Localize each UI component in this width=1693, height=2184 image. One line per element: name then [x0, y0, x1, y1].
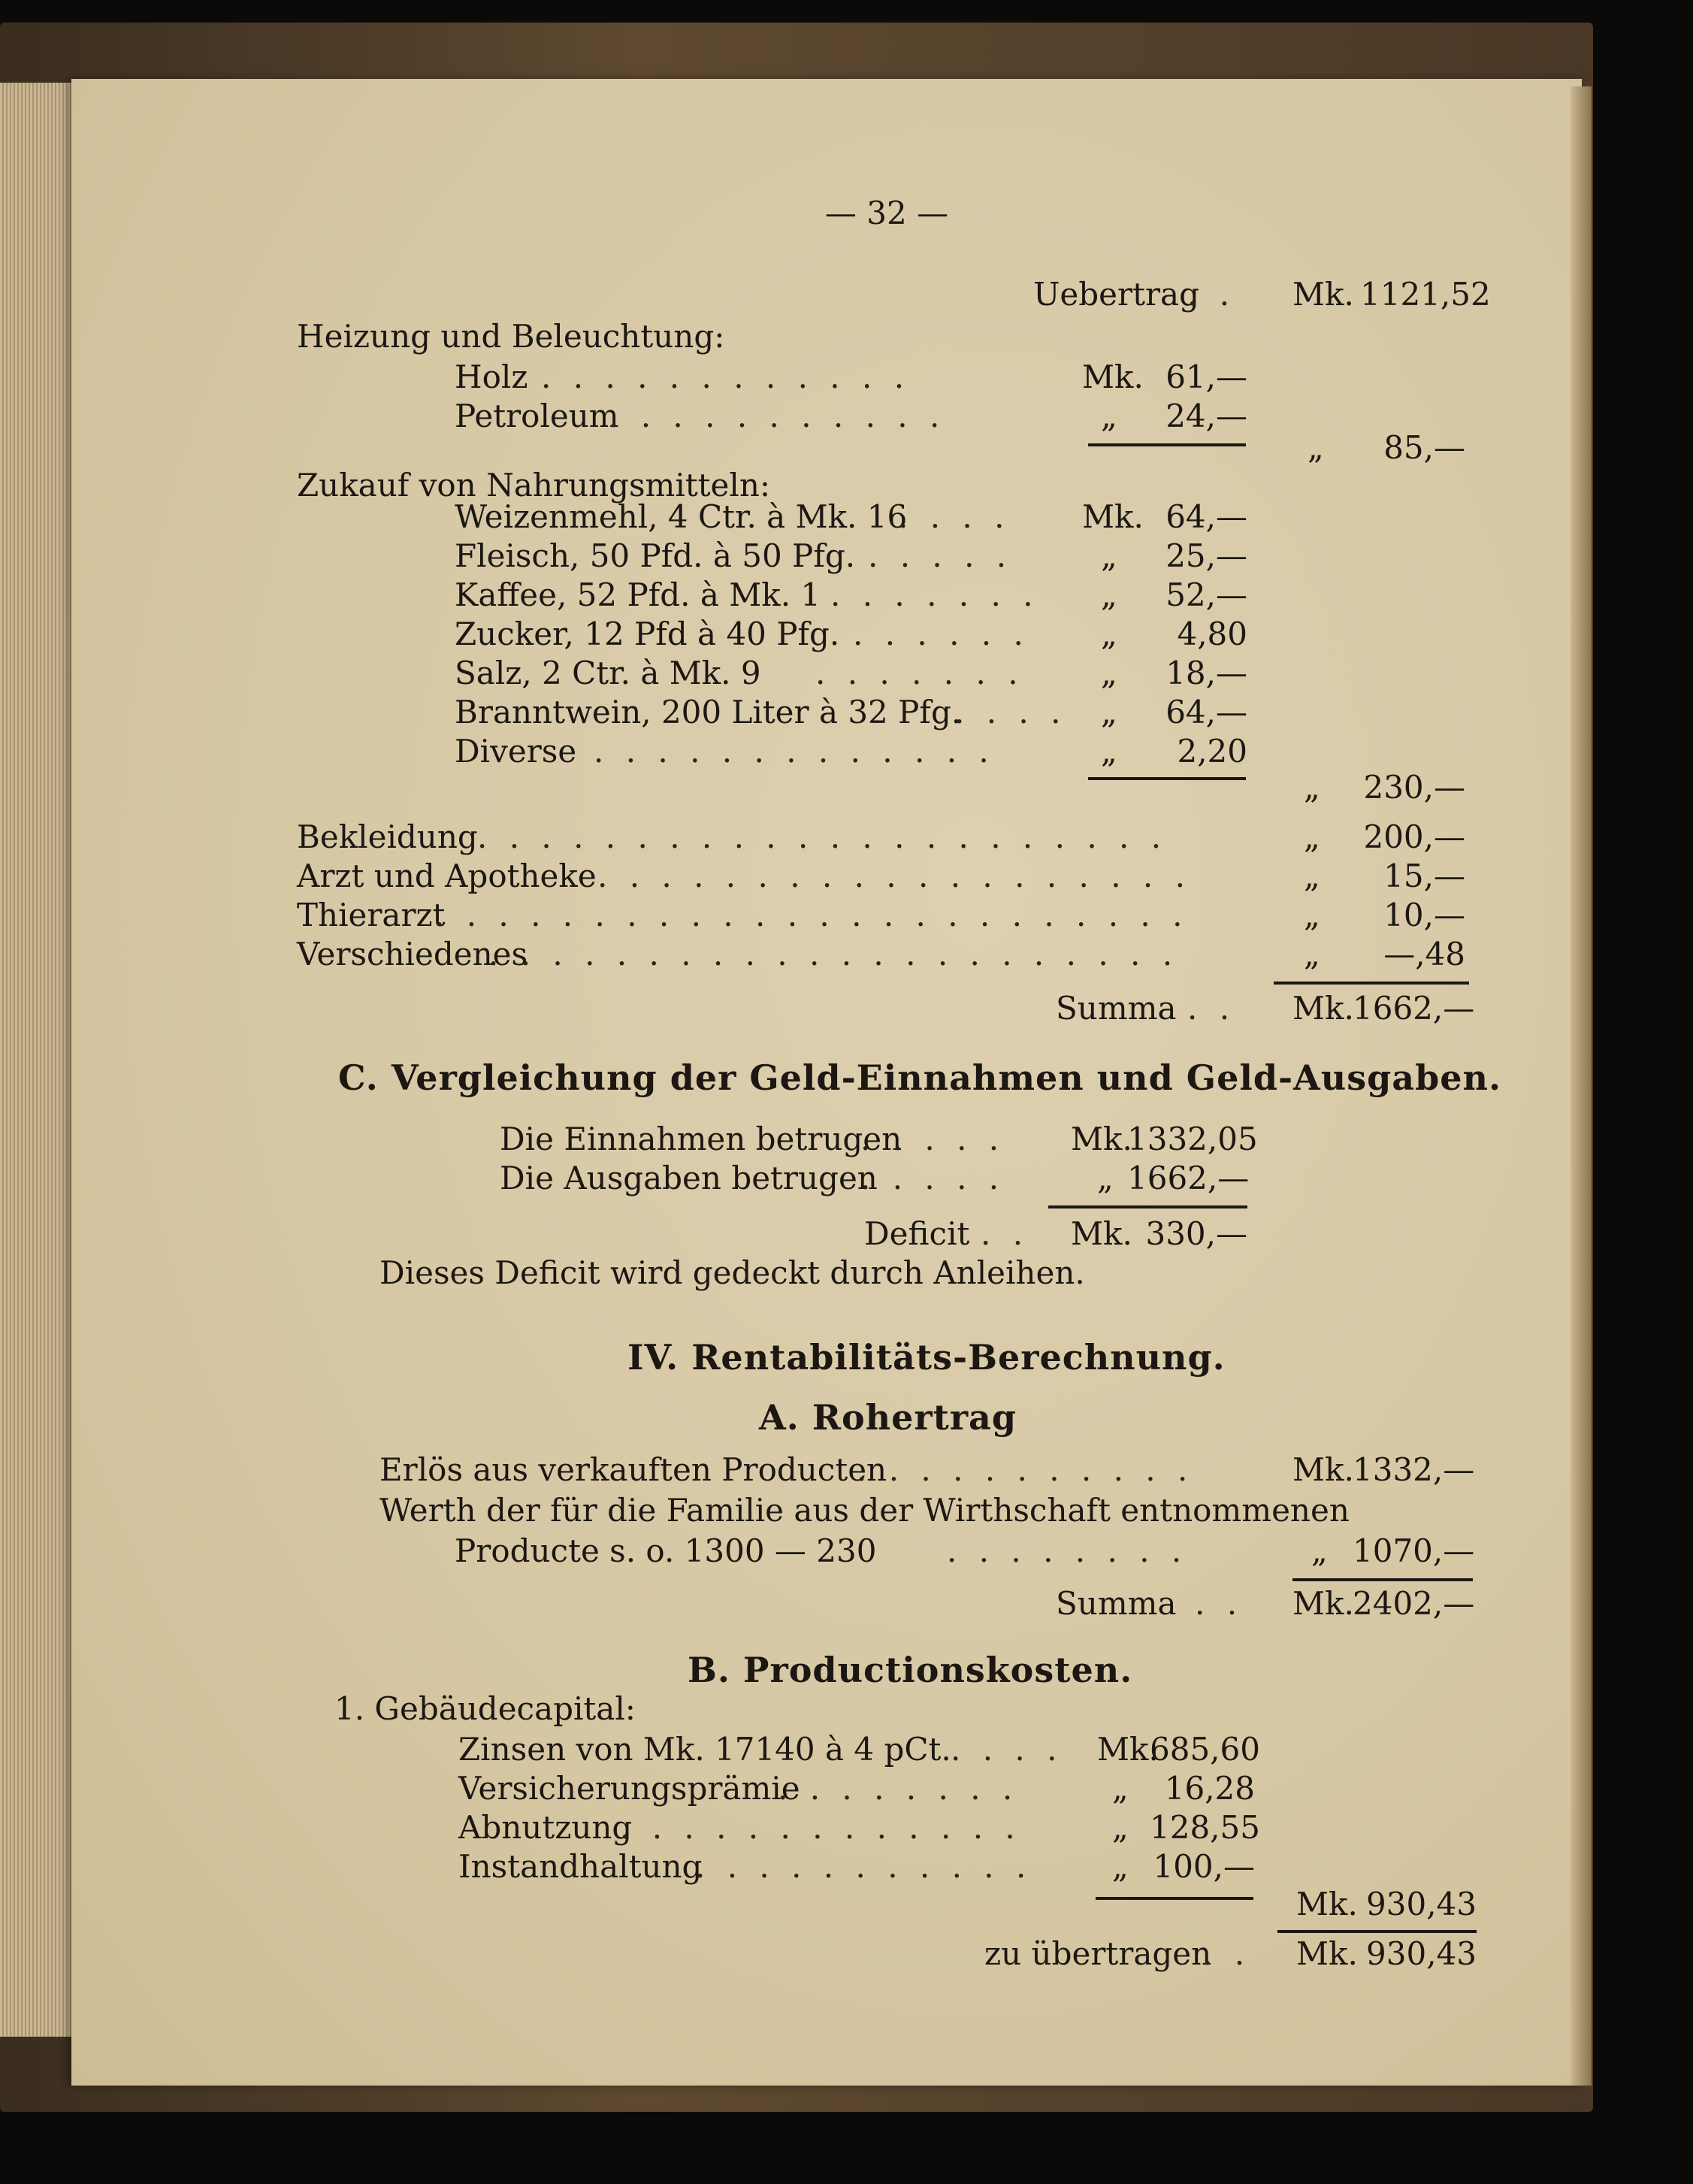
- food-total: 230,—: [1363, 769, 1465, 806]
- list-item: [0, 654, 1693, 693]
- leader-dots: . . . .: [898, 498, 1011, 535]
- item-label: Holz: [455, 358, 528, 395]
- item-mark: „: [1112, 1848, 1129, 1885]
- item-label: Bekleidung: [297, 818, 478, 855]
- item-label: Zinsen von Mk. 17140 à 4 pCt.: [458, 1731, 951, 1768]
- section-iv-heading-line: [0, 1338, 1693, 1377]
- item-mark: Mk.: [1082, 358, 1144, 395]
- page-number-line: [0, 194, 1693, 233]
- item-mark: „: [1311, 1532, 1328, 1569]
- total-rule: [1292, 1578, 1473, 1581]
- item-mark: Mk.: [1071, 1121, 1132, 1157]
- item-label: Die Einnahmen betrugen: [500, 1121, 902, 1157]
- heating-total-line: [0, 428, 1693, 467]
- leader-dots: . . . . .: [860, 1121, 1005, 1157]
- leader-dots: . . . .: [951, 1731, 1063, 1768]
- leader-dots: . .: [1187, 276, 1236, 313]
- list-item: [0, 1769, 1693, 1808]
- sub-a-heading-line: [0, 1398, 1693, 1437]
- summa-line: [0, 989, 1693, 1028]
- item-amount: 1332,05: [1127, 1121, 1258, 1157]
- leader-dots: . . . . . . . . . . . . . . . . . . .: [597, 858, 1191, 894]
- item-label: Weizenmehl, 4 Ctr. à Mk. 16: [455, 498, 908, 535]
- item-label: Abnutzung: [458, 1809, 633, 1846]
- leader-dots: . . . . . . . . . . .: [609, 398, 946, 434]
- item-amount: —,48: [1383, 936, 1465, 973]
- page-number: — 32 —: [824, 195, 949, 231]
- building-total: 930,43: [1366, 1886, 1477, 1922]
- item-mark: Mk.: [1097, 1731, 1159, 1768]
- item-mark: Mk.: [1292, 1451, 1354, 1488]
- item-amount: 2,20: [1177, 733, 1247, 770]
- item-label: Salz, 2 Ctr. à Mk. 9: [455, 655, 761, 691]
- item-mark: „: [1304, 897, 1320, 933]
- leader-dots: . .: [981, 1215, 1029, 1252]
- leader-dots: . . . . . . . . . . . . .: [620, 1809, 1021, 1846]
- list-item: [0, 498, 1693, 537]
- list-item: [0, 732, 1693, 771]
- leader-dots: . . . . . . . . . . . . . . . . . . . . . . . .: [434, 897, 1189, 933]
- item-amount: 4,80: [1177, 616, 1247, 652]
- item-label: Verschiedenes: [297, 936, 528, 973]
- total-rule: [1277, 1930, 1477, 1933]
- building-heading: 1. Gebäudecapital:: [334, 1690, 636, 1727]
- item-mark: „: [1097, 1160, 1114, 1196]
- item-mark: „: [1304, 936, 1320, 973]
- leader-dots: . . . . . .: [853, 616, 1029, 652]
- item-label: Kaffee, 52 Pfd. à Mk. 1: [455, 576, 821, 613]
- carry-forward-label: zu übertragen: [984, 1935, 1212, 1972]
- item-mark: „: [1101, 733, 1117, 770]
- item-amount: 1332,—: [1353, 1451, 1475, 1488]
- leader-dots: . .: [1187, 990, 1236, 1027]
- item-amount: 61,—: [1165, 358, 1247, 395]
- family-text: Werth der für die Familie aus der Wirthschaft entnommenen: [379, 1492, 1350, 1529]
- carry-forward-currency: Mk.: [1296, 1935, 1358, 1972]
- carry-forward-line: [0, 1934, 1693, 1974]
- item-label: Erlös aus verkauften Producten: [379, 1451, 887, 1488]
- item-amount: 25,—: [1165, 537, 1247, 574]
- item-label: Arzt und Apotheke: [297, 858, 597, 894]
- food-total-line: [0, 768, 1693, 807]
- leader-dots: . . . . . . . . . . .: [695, 1848, 1032, 1885]
- item-label: Die Ausgaben betrugen: [500, 1160, 878, 1196]
- item-label: Instandhaltung: [458, 1848, 703, 1885]
- section-iv-heading: IV. Rentabilitäts-Berechnung.: [627, 1337, 1226, 1378]
- leader-dots: . .: [1202, 1935, 1251, 1972]
- leader-dots: . . . . . . . . . . . .: [541, 358, 911, 395]
- list-item: [0, 615, 1693, 654]
- leader-dots: . . . . . . . .: [947, 1532, 1188, 1569]
- carry-over-label: Uebertrag: [1033, 276, 1199, 313]
- leader-dots: . . . . . . .: [815, 655, 1024, 691]
- carry-forward-amount: 930,43: [1366, 1935, 1477, 1972]
- item-mark: „: [1101, 398, 1117, 434]
- item-mark: „: [1101, 537, 1117, 574]
- building-total-line: [0, 1885, 1693, 1924]
- item-amount: 52,—: [1165, 576, 1247, 613]
- total-mark: „: [1308, 429, 1324, 466]
- item-mark: „: [1304, 818, 1320, 855]
- list-item: [0, 576, 1693, 615]
- list-item: [0, 1120, 1693, 1159]
- section-c-heading: C. Vergleichung der Geld-Einnahmen und Geld-Ausgaben.: [338, 1057, 1501, 1098]
- deficit-note-line: [0, 1254, 1693, 1293]
- leader-dots: . .: [1195, 1585, 1244, 1622]
- deficit-label: Deficit: [864, 1215, 970, 1252]
- sub-b-heading-line: [0, 1650, 1693, 1689]
- item-mark: „: [1101, 576, 1117, 613]
- item-amount: 1070,—: [1353, 1532, 1475, 1569]
- summa-amount: 1662,—: [1353, 990, 1475, 1027]
- sub-a-heading: A. Rohertrag: [759, 1397, 1017, 1438]
- leader-dots: . . . . . . . .: [778, 1770, 1019, 1807]
- item-label: Producte s. o. 1300 — 230: [455, 1532, 877, 1569]
- item-amount: 15,—: [1383, 858, 1465, 894]
- item-mark: „: [1112, 1770, 1129, 1807]
- list-item: [0, 857, 1693, 896]
- carry-over-currency: Mk.: [1292, 276, 1354, 313]
- item-amount: 10,—: [1383, 897, 1465, 933]
- item-label: Versicherungsprämie: [458, 1770, 800, 1807]
- deficit-mark: Mk.: [1071, 1215, 1132, 1252]
- leader-dots: . . . . . . . . . . . . . . . . . . . . . .: [488, 936, 1179, 973]
- list-item: [0, 1532, 1693, 1571]
- item-amount: 24,—: [1165, 398, 1247, 434]
- item-label: Fleisch, 50 Pfd. à 50 Pfg.: [455, 537, 856, 574]
- item-label: Zucker, 12 Pfd à 40 Pfg.: [455, 616, 840, 652]
- list-item: [0, 693, 1693, 732]
- item-mark: Mk.: [1082, 498, 1144, 535]
- item-amount: 128,55: [1150, 1809, 1260, 1846]
- list-item: [0, 1808, 1693, 1847]
- item-label: Thierarzt: [297, 897, 446, 933]
- summa-label: Summa: [1056, 990, 1177, 1027]
- leader-dots: . . . .: [954, 694, 1067, 731]
- family-line-1: [0, 1491, 1693, 1530]
- total-rule: [1274, 982, 1469, 985]
- item-amount: 685,60: [1150, 1731, 1260, 1768]
- list-item: [0, 1450, 1693, 1490]
- list-item: [0, 896, 1693, 935]
- food-heading: Zukauf von Nahrungsmitteln:: [297, 467, 771, 504]
- list-item: [0, 935, 1693, 974]
- list-item: [0, 358, 1693, 397]
- section-c-heading-line: [0, 1058, 1693, 1097]
- deficit-line: [0, 1215, 1693, 1254]
- summa-label: Summa: [1056, 1585, 1177, 1622]
- list-item: [0, 818, 1693, 857]
- item-amount: 64,—: [1165, 694, 1247, 731]
- item-amount: 64,—: [1165, 498, 1247, 535]
- total-mark: „: [1304, 769, 1320, 806]
- item-label: Branntwein, 200 Liter à 32 Pfg.: [455, 694, 962, 731]
- list-item: [0, 1730, 1693, 1769]
- item-label: Petroleum: [455, 398, 619, 434]
- summa-amount: 2402,—: [1353, 1585, 1475, 1622]
- list-item: [0, 1159, 1693, 1198]
- list-item: [0, 537, 1693, 576]
- subtotal-rule: [1048, 1205, 1247, 1208]
- heating-heading: Heizung und Beleuchtung:: [297, 318, 725, 355]
- item-amount: 1662,—: [1127, 1160, 1250, 1196]
- leader-dots: . . . . .: [860, 1160, 1005, 1196]
- item-amount: 18,—: [1165, 655, 1247, 691]
- carry-over-amount: 1121,52: [1360, 276, 1491, 313]
- deficit-note: Dieses Deficit wird gedeckt durch Anleihen.: [379, 1254, 1085, 1291]
- item-mark: „: [1112, 1809, 1129, 1846]
- heating-heading-line: [0, 317, 1693, 356]
- item-mark: „: [1101, 616, 1117, 652]
- list-item: [0, 1847, 1693, 1886]
- leader-dots: . . . . . . .: [830, 576, 1039, 613]
- item-label: Diverse: [455, 733, 577, 770]
- leader-dots: . . . . . . . . . . . . . . . . . . . . . .: [477, 818, 1168, 855]
- deficit-amount: 330,—: [1145, 1215, 1247, 1252]
- item-amount: 200,—: [1363, 818, 1465, 855]
- summa-line: [0, 1584, 1693, 1623]
- total-mark: Mk.: [1296, 1886, 1358, 1922]
- carry-over-line: [0, 275, 1693, 314]
- summa-currency: Mk.: [1292, 990, 1354, 1027]
- item-mark: „: [1101, 655, 1117, 691]
- leader-dots: . . . . .: [868, 537, 1013, 574]
- item-mark: „: [1101, 694, 1117, 731]
- sub-b-heading: B. Productionskosten.: [688, 1650, 1133, 1690]
- leader-dots: . . . . . . . . . . . . .: [594, 733, 995, 770]
- item-mark: „: [1304, 858, 1320, 894]
- leader-dots: . . . . . . . . . . .: [857, 1451, 1194, 1488]
- item-amount: 100,—: [1153, 1848, 1255, 1885]
- summa-currency: Mk.: [1292, 1585, 1354, 1622]
- building-heading-line: [0, 1689, 1693, 1729]
- heating-total: 85,—: [1383, 429, 1465, 466]
- item-amount: 16,28: [1164, 1770, 1255, 1807]
